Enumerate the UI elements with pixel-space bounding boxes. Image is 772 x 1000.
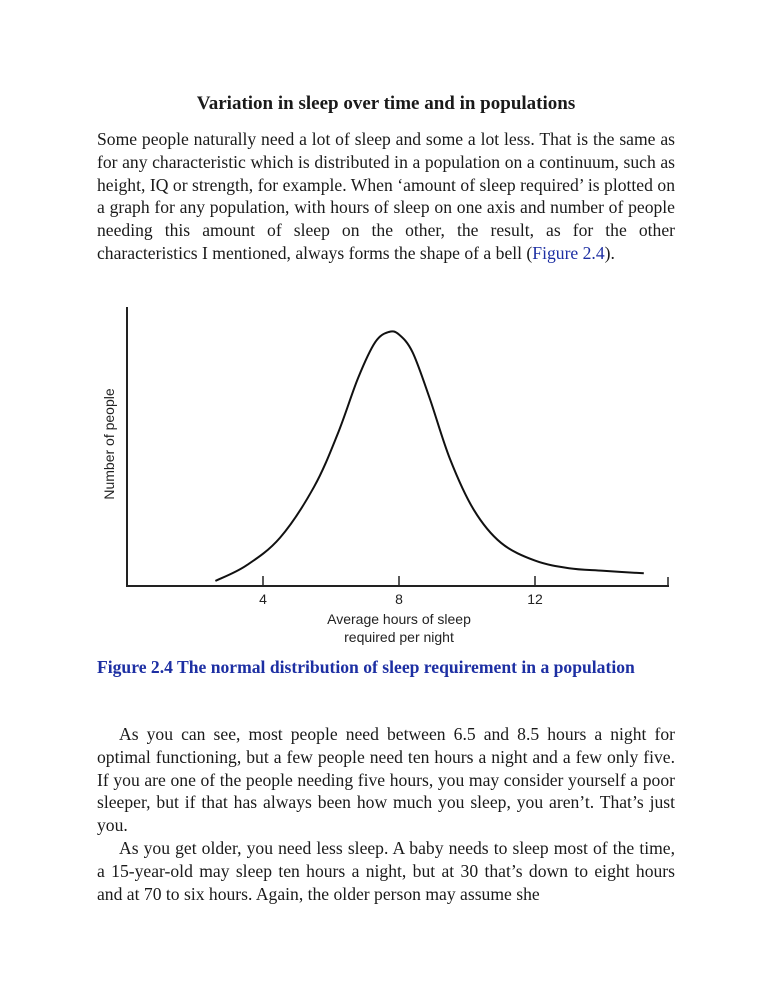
x-ticks: [259, 576, 543, 607]
paragraph-2-text: As you can see, most people need between 6.5 and 8.5 hours a night for optimal functioning, but a few people need ten hours a night and a few only five. If you are one of the people needing five hours, you may consider yourself a poor sleeper, but if that has always been how much you sleep, you aren’t. That’s just you.: [97, 724, 675, 836]
x-tick-label: 12: [527, 591, 543, 607]
y-axis-label: Number of people: [101, 388, 117, 500]
figure-link[interactable]: Figure 2.4: [532, 242, 605, 263]
intro-text-end: ).: [604, 242, 615, 263]
paragraph-2: [97, 723, 675, 837]
distribution-curve: [215, 331, 643, 581]
figure-caption: Figure 2.4 The normal distribution of sleep requirement in a population: [97, 657, 635, 677]
section-heading: Variation in sleep over time and in populations: [196, 93, 576, 114]
sleep-distribution-chart: [95, 300, 685, 650]
x-tick-label: 4: [259, 591, 267, 607]
x-axis-label-line1: Average hours of sleep: [327, 611, 471, 627]
paragraph-3-text: As you get older, you need less sleep. A baby needs to sleep most of the time, a 15-year-old may sleep ten hours a night, but at 30 that’s down to eight hours and at 70 to six hours. Again, the older person may assume she: [97, 838, 675, 904]
intro-text: Some people naturally need a lot of sleep and some a lot less. That is the same as for any characteristic which is distributed in a population on a continuum, such as height, IQ or strength, for example. When ‘amount of sleep required’ is plotted on a graph for any population, with hours of sleep on one axis and number of people needing this amount of sleep on the other, the result, as for the other characteristics I mentioned, always forms the shape of a bell (: [97, 129, 675, 263]
x-tick-label: 8: [395, 591, 403, 607]
intro-paragraph: [97, 128, 675, 265]
paragraph-3: [97, 837, 675, 905]
x-axis-label-line2: required per night: [344, 629, 454, 645]
